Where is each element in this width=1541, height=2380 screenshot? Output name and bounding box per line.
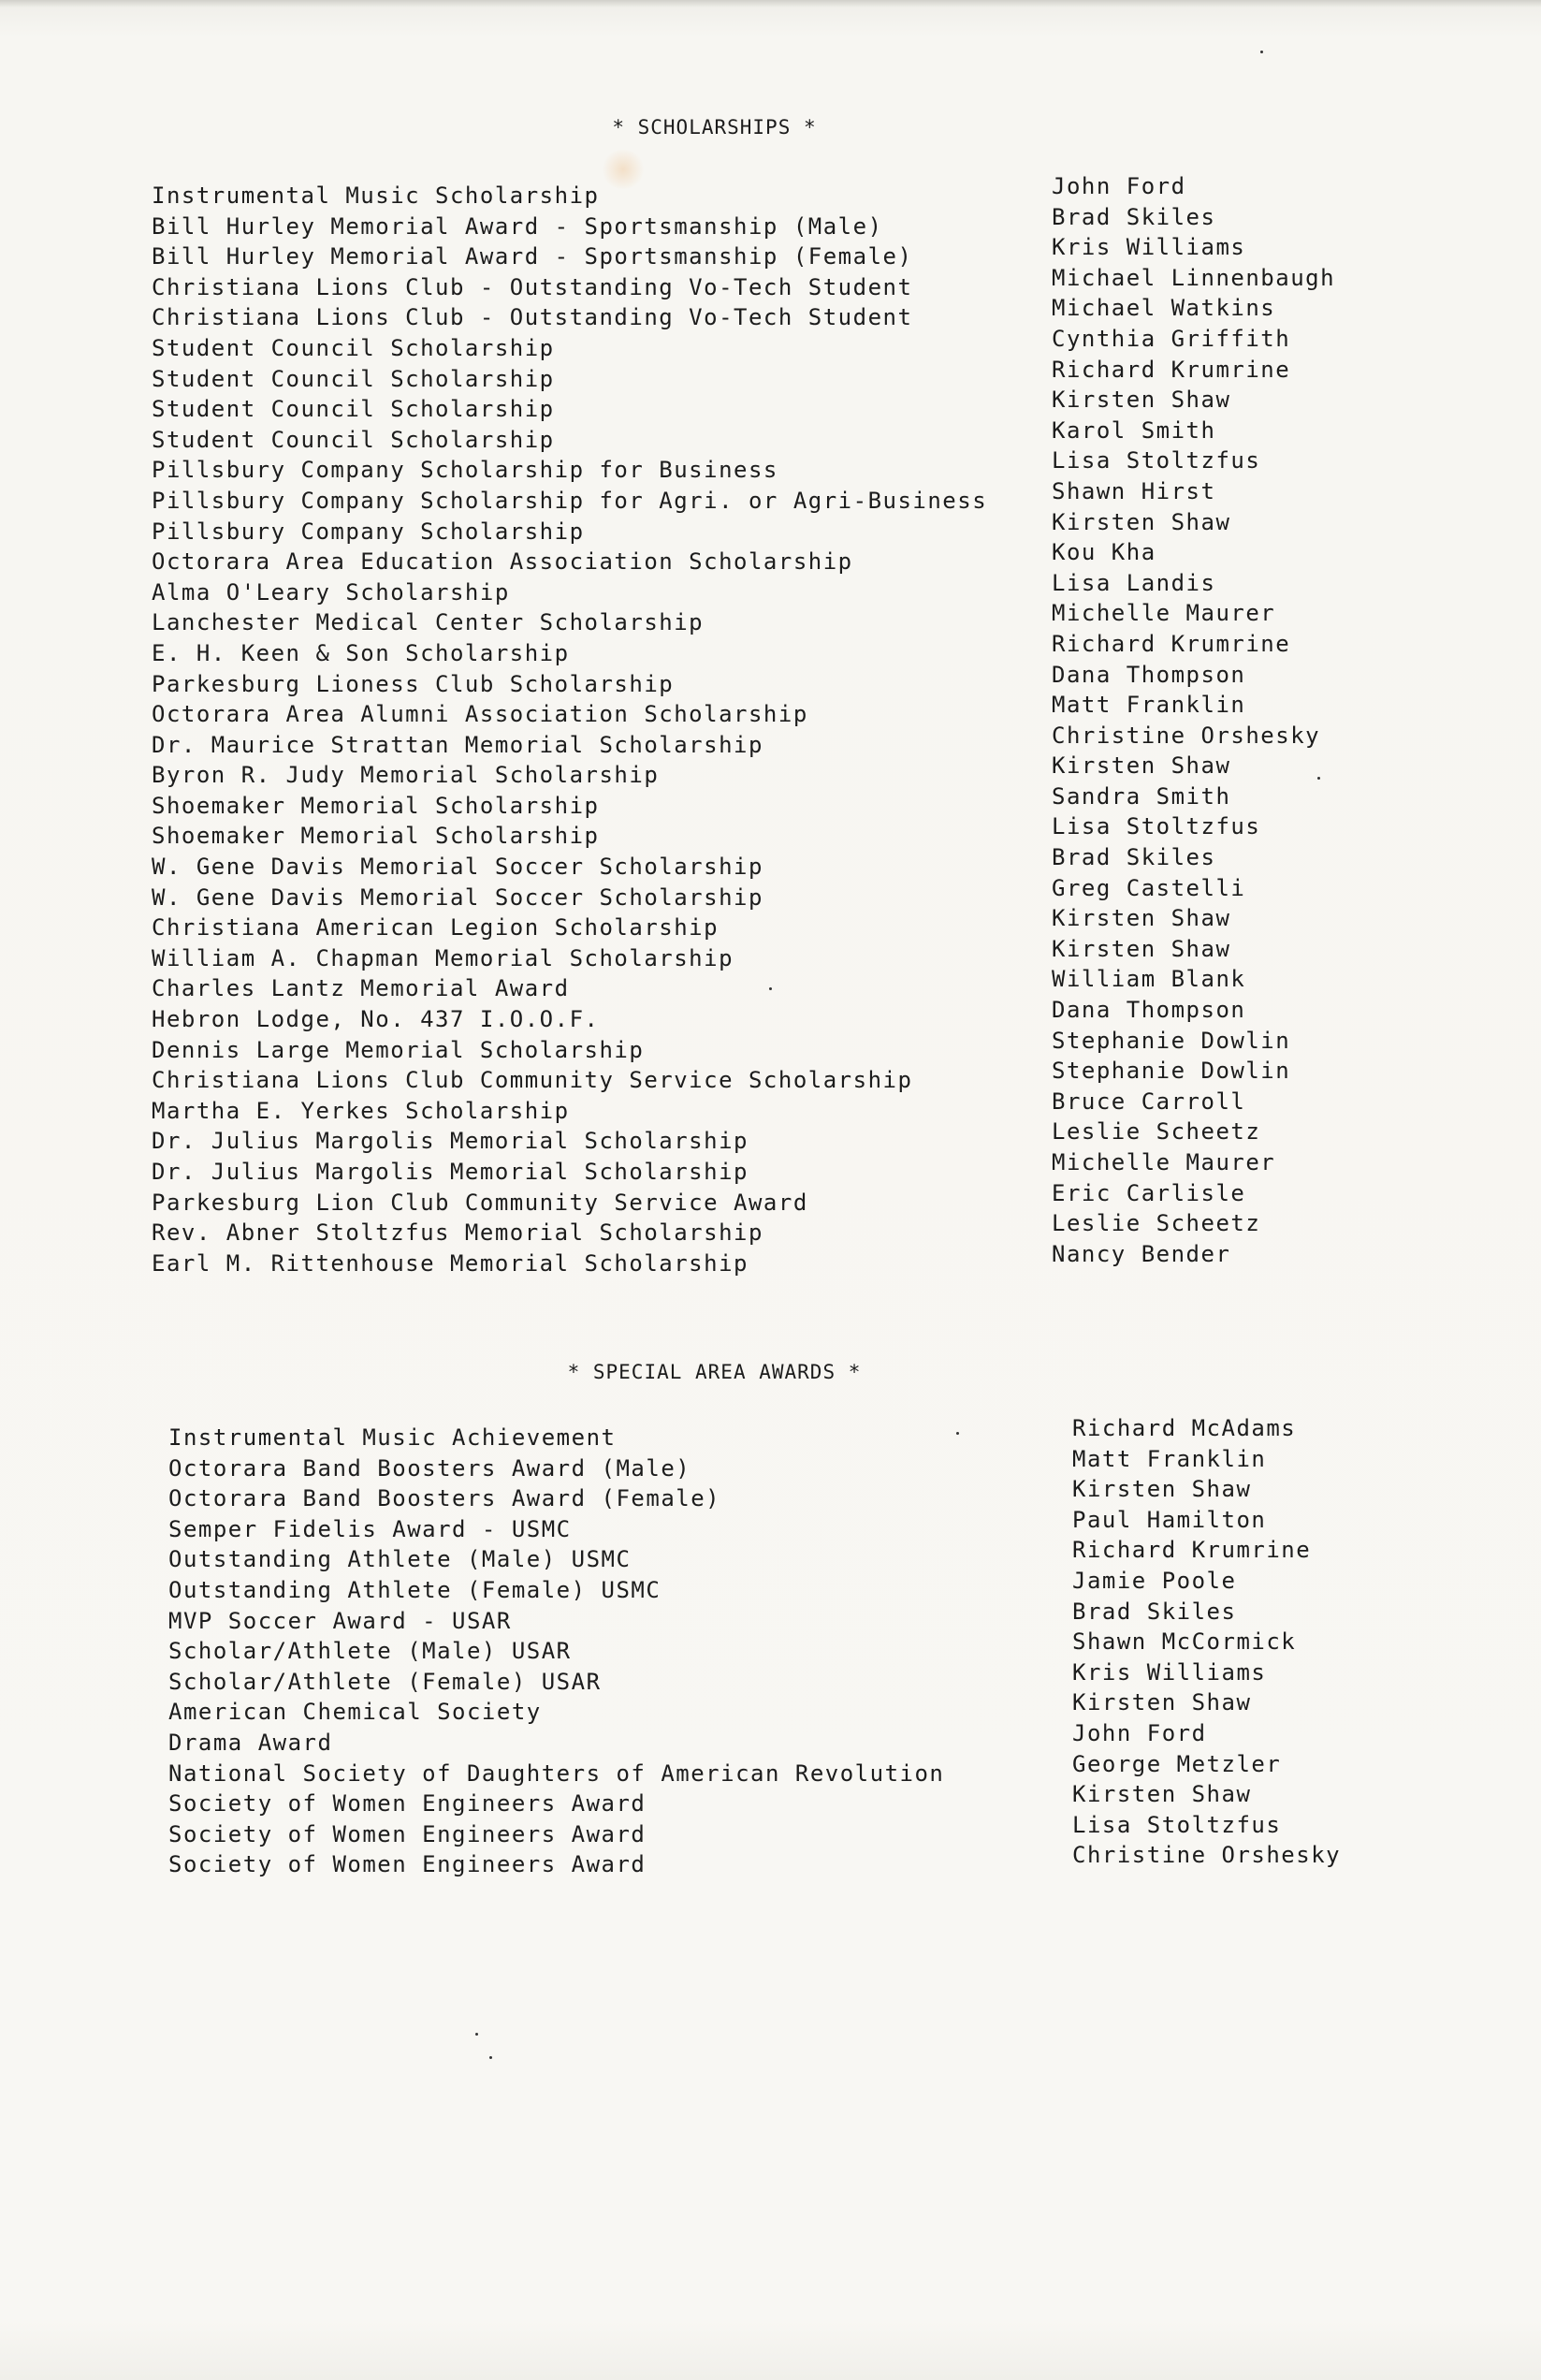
special-award-recipient: Christine Orshesky bbox=[1072, 1842, 1342, 1869]
special-award-recipient: Brad Skiles bbox=[1072, 1598, 1237, 1625]
scholarship-recipient: Lisa Landis bbox=[1052, 569, 1216, 596]
scholarship-recipient: Christine Orshesky bbox=[1052, 722, 1321, 749]
scholarship-recipient: Kirsten Shaw bbox=[1052, 508, 1231, 535]
scholarship-award: Pillsbury Company Scholarship bbox=[152, 518, 585, 545]
special-award-recipient: Matt Franklin bbox=[1072, 1445, 1267, 1472]
special-award-recipient: Kris Williams bbox=[1072, 1658, 1267, 1686]
scholarship-recipient: Shawn Hirst bbox=[1052, 477, 1216, 504]
scholarship-award: W. Gene Davis Memorial Soccer Scholarship bbox=[152, 854, 763, 881]
scholarship-award: Shoemaker Memorial Scholarship bbox=[152, 823, 600, 850]
special-award: Semper Fidelis Award - USMC bbox=[168, 1515, 572, 1542]
special-award: Outstanding Athlete (Male) USMC bbox=[168, 1546, 632, 1573]
scholarship-award: Pillsbury Company Scholarship for Agri. or Agri-Business bbox=[152, 487, 988, 514]
page-top-shadow bbox=[0, 0, 1541, 7]
special-award: Instrumental Music Achievement bbox=[168, 1424, 617, 1451]
scholarship-award: Parkesburg Lion Club Community Service Award bbox=[152, 1189, 808, 1216]
special-award-recipient: George Metzler bbox=[1072, 1750, 1282, 1777]
scholarship-award: Bill Hurley Memorial Award - Sportsmanship (Female) bbox=[152, 243, 913, 270]
scholarship-award: Octorara Area Education Association Scholarship bbox=[152, 548, 853, 576]
scholarship-recipient: Richard Krumrine bbox=[1052, 630, 1291, 657]
speck bbox=[475, 2033, 478, 2036]
scholarship-recipient: Lisa Stoltzfus bbox=[1052, 813, 1261, 840]
scholarship-award: Student Council Scholarship bbox=[152, 426, 555, 453]
special-award: Society of Women Engineers Award bbox=[168, 1820, 647, 1847]
scholarship-award: Pillsbury Company Scholarship for Business bbox=[152, 457, 778, 484]
scholarship-award: Charles Lantz Memorial Award bbox=[152, 975, 570, 1002]
special-award-recipient: Richard Krumrine bbox=[1072, 1537, 1312, 1564]
scholarship-recipient: John Ford bbox=[1052, 173, 1186, 199]
scholarships-award-list bbox=[152, 181, 987, 1278]
scholarship-award: Parkesburg Lioness Club Scholarship bbox=[152, 670, 675, 697]
scholarship-award: Christiana American Legion Scholarship bbox=[152, 914, 720, 942]
scholarship-recipient: Greg Castelli bbox=[1052, 874, 1246, 901]
scholarship-recipient: Kirsten Shaw bbox=[1052, 752, 1231, 780]
scholarship-award: William A. Chapman Memorial Scholarship bbox=[152, 944, 734, 971]
scholarship-award: Student Council Scholarship bbox=[152, 396, 555, 423]
special-award: Scholar/Athlete (Female) USAR bbox=[168, 1668, 602, 1695]
scholarship-recipient: Karol Smith bbox=[1052, 416, 1216, 444]
scholarship-award: Rev. Abner Stoltzfus Memorial Scholarship bbox=[152, 1219, 763, 1247]
scholarship-recipient: Bruce Carroll bbox=[1052, 1088, 1246, 1115]
special-award-recipient: Shawn McCormick bbox=[1072, 1628, 1297, 1656]
special-award: Octorara Band Boosters Award (Female) bbox=[168, 1485, 721, 1512]
scholarship-award: Dr. Julius Margolis Memorial Scholarship bbox=[152, 1128, 749, 1155]
scholarship-award: Dr. Maurice Strattan Memorial Scholarship bbox=[152, 731, 763, 758]
scholarships-heading: * SCHOLARSHIPS * bbox=[612, 116, 817, 139]
scholarship-award: Bill Hurley Memorial Award - Sportsmanship (Male) bbox=[152, 212, 883, 240]
scholarship-recipient: Matt Franklin bbox=[1052, 692, 1246, 719]
special-award: Outstanding Athlete (Female) USMC bbox=[168, 1576, 661, 1603]
scholarship-recipient: Michelle Maurer bbox=[1052, 600, 1276, 627]
scholarship-recipient: Nancy Bender bbox=[1052, 1240, 1231, 1267]
speck bbox=[956, 1432, 959, 1435]
scholarship-recipient: Kirsten Shaw bbox=[1052, 387, 1231, 414]
speck bbox=[1317, 777, 1320, 780]
scholarship-recipient: Michelle Maurer bbox=[1052, 1149, 1276, 1175]
scholarship-recipient: Stephanie Dowlin bbox=[1052, 1027, 1291, 1054]
special-award: American Chemical Society bbox=[168, 1699, 542, 1726]
scholarship-recipient: Kirsten Shaw bbox=[1052, 935, 1231, 962]
scholarship-award: Earl M. Rittenhouse Memorial Scholarship bbox=[152, 1249, 749, 1277]
scholarship-recipient: Sandra Smith bbox=[1052, 782, 1231, 810]
scholarship-recipient: Michael Linnenbaugh bbox=[1052, 264, 1336, 291]
scholarship-recipient: Leslie Scheetz bbox=[1052, 1118, 1261, 1146]
scholarship-award: Hebron Lodge, No. 437 I.O.O.F. bbox=[152, 1006, 600, 1033]
scholarship-award: Christiana Lions Club - Outstanding Vo-Tech Student bbox=[152, 273, 913, 300]
special-award-recipient: Jamie Poole bbox=[1072, 1567, 1237, 1594]
scholarships-recipient-list bbox=[1052, 171, 1335, 1269]
scholarship-award: Instrumental Music Scholarship bbox=[152, 183, 600, 209]
scholarship-recipient: Lisa Stoltzfus bbox=[1052, 447, 1261, 475]
special-awards-recipient-list bbox=[1072, 1413, 1341, 1871]
scholarship-award: Student Council Scholarship bbox=[152, 365, 555, 392]
special-award: Drama Award bbox=[168, 1729, 333, 1756]
scholarship-recipient: Eric Carlisle bbox=[1052, 1179, 1246, 1206]
speck bbox=[489, 2056, 492, 2059]
scholarship-recipient: Richard Krumrine bbox=[1052, 356, 1291, 383]
special-award-recipient: John Ford bbox=[1072, 1719, 1207, 1746]
scholarship-award: Christiana Lions Club Community Service Scholarship bbox=[152, 1067, 913, 1094]
special-award-recipient: Richard McAdams bbox=[1072, 1415, 1297, 1441]
scholarship-award: Christiana Lions Club - Outstanding Vo-Tech Student bbox=[152, 304, 913, 331]
scholarship-recipient: Kirsten Shaw bbox=[1052, 905, 1231, 932]
special-area-awards-heading: * SPECIAL AREA AWARDS * bbox=[567, 1361, 862, 1383]
scholarship-recipient: Dana Thompson bbox=[1052, 997, 1246, 1024]
scholarship-recipient: Leslie Scheetz bbox=[1052, 1210, 1261, 1237]
special-award: Scholar/Athlete (Male) USAR bbox=[168, 1638, 572, 1665]
scholarship-award: Shoemaker Memorial Scholarship bbox=[152, 792, 600, 819]
special-award: Octorara Band Boosters Award (Male) bbox=[168, 1454, 691, 1482]
scholarship-award: Dr. Julius Margolis Memorial Scholarship bbox=[152, 1159, 749, 1185]
special-award-recipient: Paul Hamilton bbox=[1072, 1506, 1267, 1533]
scholarship-award: Student Council Scholarship bbox=[152, 334, 555, 361]
scholarship-award: Lanchester Medical Center Scholarship bbox=[152, 609, 705, 636]
special-award-recipient: Kirsten Shaw bbox=[1072, 1476, 1252, 1503]
special-awards-list bbox=[168, 1423, 944, 1880]
scholarship-award: Octorara Area Alumni Association Scholarship bbox=[152, 701, 808, 728]
scholarship-award: Alma O'Leary Scholarship bbox=[152, 578, 510, 606]
scholarship-recipient: Brad Skiles bbox=[1052, 203, 1216, 230]
scholarship-recipient: William Blank bbox=[1052, 966, 1246, 993]
speck bbox=[1260, 51, 1263, 53]
scholarship-recipient: Kou Kha bbox=[1052, 539, 1156, 566]
special-award-recipient: Kirsten Shaw bbox=[1072, 1689, 1252, 1716]
scholarship-recipient: Stephanie Dowlin bbox=[1052, 1058, 1291, 1085]
special-award-recipient: Lisa Stoltzfus bbox=[1072, 1811, 1282, 1838]
scholarship-award: W. Gene Davis Memorial Soccer Scholarship bbox=[152, 883, 763, 911]
scholarship-recipient: Kris Williams bbox=[1052, 234, 1246, 261]
special-award: Society of Women Engineers Award bbox=[168, 1851, 647, 1878]
scholarship-award: E. H. Keen & Son Scholarship bbox=[152, 639, 570, 666]
scholarship-recipient: Brad Skiles bbox=[1052, 844, 1216, 871]
special-award: Society of Women Engineers Award bbox=[168, 1790, 647, 1818]
scholarship-award: Martha E. Yerkes Scholarship bbox=[152, 1097, 570, 1124]
scholarship-recipient: Cynthia Griffith bbox=[1052, 325, 1291, 352]
special-award: MVP Soccer Award - USAR bbox=[168, 1607, 512, 1634]
special-award: National Society of Daughters of American Revolution bbox=[168, 1759, 945, 1787]
scholarship-recipient: Michael Watkins bbox=[1052, 295, 1276, 322]
scholarship-award: Dennis Large Memorial Scholarship bbox=[152, 1036, 645, 1063]
scholarship-recipient: Dana Thompson bbox=[1052, 661, 1246, 688]
special-award-recipient: Kirsten Shaw bbox=[1072, 1781, 1252, 1808]
scholarship-award: Byron R. Judy Memorial Scholarship bbox=[152, 762, 660, 789]
speck bbox=[769, 987, 772, 990]
